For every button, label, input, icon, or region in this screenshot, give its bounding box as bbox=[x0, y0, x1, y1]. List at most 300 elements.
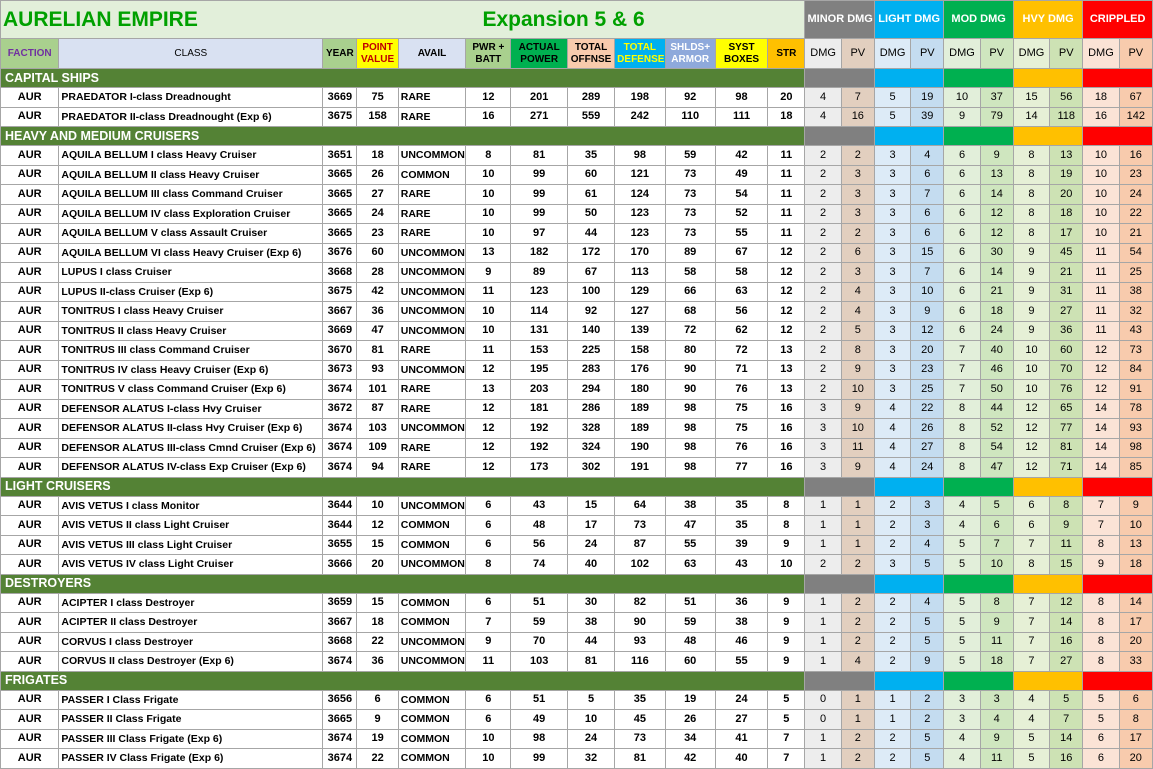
cell-minor-dmg: 1 bbox=[805, 535, 841, 555]
cell-crippled-pv: 43 bbox=[1119, 321, 1152, 341]
cell-mod-pv: 47 bbox=[980, 458, 1013, 478]
cell-minor-dmg: 2 bbox=[805, 282, 841, 302]
cell-shlds-armor: 90 bbox=[665, 360, 715, 380]
table-row bbox=[1, 185, 1153, 205]
cell-mod-pv: 9 bbox=[980, 613, 1013, 633]
cell-pwr-batt: 6 bbox=[466, 535, 511, 555]
cell-total-offense: 286 bbox=[567, 399, 614, 419]
cell-class: DEFENSOR ALATUS I-class Hvy Cruiser bbox=[59, 399, 323, 419]
cell-shlds-armor: 55 bbox=[665, 535, 715, 555]
cell-point-value: 18 bbox=[357, 146, 398, 166]
cell-class: DEFENSOR ALATUS II-class Hvy Cruiser (Exp 6) bbox=[59, 419, 323, 439]
cell-mod-pv: 18 bbox=[980, 652, 1013, 672]
cell-mod-pv: 46 bbox=[980, 360, 1013, 380]
cell-crippled-dmg: 11 bbox=[1083, 321, 1119, 341]
cell-mod-pv: 9 bbox=[980, 146, 1013, 166]
cell-pwr-batt: 10 bbox=[466, 302, 511, 322]
cell-hvy-pv: 70 bbox=[1050, 360, 1083, 380]
table-row bbox=[1, 729, 1153, 749]
cell-str: 11 bbox=[768, 224, 805, 244]
cell-crippled-dmg: 8 bbox=[1083, 613, 1119, 633]
cell-hvy-pv: 13 bbox=[1050, 146, 1083, 166]
cell-light-pv: 4 bbox=[911, 535, 944, 555]
cell-shlds-armor: 73 bbox=[665, 185, 715, 205]
cell-syst-boxes: 62 bbox=[715, 321, 767, 341]
cell-minor-pv: 2 bbox=[841, 729, 874, 749]
cell-year: 3666 bbox=[323, 555, 357, 575]
cell-minor-pv: 1 bbox=[841, 710, 874, 730]
cell-point-value: 109 bbox=[357, 438, 398, 458]
cell-light-pv: 3 bbox=[911, 496, 944, 516]
cell-mod-pv: 21 bbox=[980, 282, 1013, 302]
cell-faction: AUR bbox=[1, 185, 59, 205]
cell-mod-pv: 14 bbox=[980, 185, 1013, 205]
group-crippled: CRIPPLED bbox=[1083, 1, 1153, 39]
cell-avail: RARE bbox=[398, 341, 465, 361]
cell-year: 3665 bbox=[323, 204, 357, 224]
section-header bbox=[1, 69, 1153, 88]
cell-light-dmg: 3 bbox=[874, 204, 910, 224]
cell-hvy-pv: 19 bbox=[1050, 165, 1083, 185]
cell-actual-power: 99 bbox=[511, 185, 567, 205]
cell-total-offense: 289 bbox=[567, 88, 614, 108]
col-total-defense: TOTAL DEFENSE bbox=[615, 39, 665, 69]
cell-crippled-dmg: 8 bbox=[1083, 652, 1119, 672]
cell-mod-pv: 11 bbox=[980, 749, 1013, 769]
cell-shlds-armor: 68 bbox=[665, 302, 715, 322]
cell-hvy-dmg: 6 bbox=[1013, 496, 1049, 516]
cell-crippled-dmg: 11 bbox=[1083, 263, 1119, 283]
cell-hvy-pv: 9 bbox=[1050, 516, 1083, 536]
cell-hvy-pv: 20 bbox=[1050, 185, 1083, 205]
section-color-band bbox=[944, 127, 1013, 146]
cell-faction: AUR bbox=[1, 516, 59, 536]
cell-actual-power: 51 bbox=[511, 593, 567, 613]
cell-class: PASSER II Class Frigate bbox=[59, 710, 323, 730]
cell-faction: AUR bbox=[1, 341, 59, 361]
cell-mod-pv: 3 bbox=[980, 690, 1013, 710]
cell-total-defense: 73 bbox=[615, 516, 665, 536]
cell-light-pv: 23 bbox=[911, 360, 944, 380]
cell-crippled-pv: 13 bbox=[1119, 535, 1152, 555]
cell-avail: UNCOMMON bbox=[398, 263, 465, 283]
cell-syst-boxes: 77 bbox=[715, 458, 767, 478]
cell-mod-pv: 79 bbox=[980, 107, 1013, 127]
cell-mod-dmg: 9 bbox=[944, 107, 980, 127]
cell-point-value: 101 bbox=[357, 380, 398, 400]
cell-actual-power: 56 bbox=[511, 535, 567, 555]
cell-total-offense: 172 bbox=[567, 243, 614, 263]
cell-class: DEFENSOR ALATUS III-class Cmnd Cruiser (Exp 6) bbox=[59, 438, 323, 458]
cell-point-value: 93 bbox=[357, 360, 398, 380]
cell-shlds-armor: 80 bbox=[665, 341, 715, 361]
col-syst-boxes: SYST BOXES bbox=[715, 39, 767, 69]
table-row bbox=[1, 341, 1153, 361]
cell-hvy-pv: 7 bbox=[1050, 710, 1083, 730]
cell-mod-dmg: 6 bbox=[944, 263, 980, 283]
cell-syst-boxes: 111 bbox=[715, 107, 767, 127]
cell-total-defense: 64 bbox=[615, 496, 665, 516]
cell-class: AVIS VETUS IV class Light Cruiser bbox=[59, 555, 323, 575]
cell-total-defense: 190 bbox=[615, 438, 665, 458]
cell-crippled-dmg: 14 bbox=[1083, 399, 1119, 419]
table-row bbox=[1, 555, 1153, 575]
cell-hvy-pv: 27 bbox=[1050, 652, 1083, 672]
cell-crippled-pv: 22 bbox=[1119, 204, 1152, 224]
cell-year: 3674 bbox=[323, 419, 357, 439]
col-mod-pv: PV bbox=[980, 39, 1013, 69]
cell-crippled-dmg: 16 bbox=[1083, 107, 1119, 127]
cell-str: 7 bbox=[768, 749, 805, 769]
cell-light-pv: 15 bbox=[911, 243, 944, 263]
page-title: AURELIAN EMPIRE bbox=[1, 1, 323, 39]
section-color-band bbox=[805, 69, 874, 88]
cell-total-offense: 324 bbox=[567, 438, 614, 458]
cell-actual-power: 182 bbox=[511, 243, 567, 263]
cell-shlds-armor: 47 bbox=[665, 516, 715, 536]
cell-syst-boxes: 75 bbox=[715, 419, 767, 439]
table-row bbox=[1, 243, 1153, 263]
table-row bbox=[1, 399, 1153, 419]
cell-str: 5 bbox=[768, 690, 805, 710]
cell-minor-dmg: 2 bbox=[805, 302, 841, 322]
cell-mod-pv: 12 bbox=[980, 224, 1013, 244]
cell-str: 11 bbox=[768, 165, 805, 185]
cell-minor-dmg: 2 bbox=[805, 555, 841, 575]
cell-class: AQUILA BELLUM V class Assault Cruiser bbox=[59, 224, 323, 244]
cell-syst-boxes: 75 bbox=[715, 399, 767, 419]
cell-faction: AUR bbox=[1, 535, 59, 555]
table-row bbox=[1, 360, 1153, 380]
cell-str: 12 bbox=[768, 282, 805, 302]
cell-total-defense: 124 bbox=[615, 185, 665, 205]
cell-actual-power: 131 bbox=[511, 321, 567, 341]
cell-light-pv: 7 bbox=[911, 185, 944, 205]
cell-minor-dmg: 0 bbox=[805, 710, 841, 730]
cell-mod-dmg: 3 bbox=[944, 690, 980, 710]
cell-hvy-pv: 21 bbox=[1050, 263, 1083, 283]
cell-mod-dmg: 5 bbox=[944, 535, 980, 555]
cell-light-pv: 12 bbox=[911, 321, 944, 341]
cell-pwr-batt: 10 bbox=[466, 224, 511, 244]
cell-light-pv: 24 bbox=[911, 458, 944, 478]
cell-point-value: 36 bbox=[357, 652, 398, 672]
cell-year: 3667 bbox=[323, 613, 357, 633]
cell-year: 3667 bbox=[323, 302, 357, 322]
col-crippled-dmg: DMG bbox=[1083, 39, 1119, 69]
cell-avail: UNCOMMON bbox=[398, 555, 465, 575]
section-color-band bbox=[874, 574, 943, 593]
cell-year: 3674 bbox=[323, 458, 357, 478]
cell-str: 11 bbox=[768, 204, 805, 224]
cell-minor-pv: 7 bbox=[841, 88, 874, 108]
cell-hvy-dmg: 7 bbox=[1013, 652, 1049, 672]
section-title: FRIGATES bbox=[1, 671, 805, 690]
cell-point-value: 24 bbox=[357, 204, 398, 224]
cell-point-value: 18 bbox=[357, 613, 398, 633]
cell-crippled-dmg: 8 bbox=[1083, 632, 1119, 652]
cell-hvy-dmg: 5 bbox=[1013, 729, 1049, 749]
cell-crippled-pv: 8 bbox=[1119, 710, 1152, 730]
cell-class: PASSER IV Class Frigate (Exp 6) bbox=[59, 749, 323, 769]
section-color-band bbox=[1013, 69, 1082, 88]
cell-year: 3675 bbox=[323, 282, 357, 302]
cell-point-value: 94 bbox=[357, 458, 398, 478]
cell-pwr-batt: 10 bbox=[466, 185, 511, 205]
cell-avail: UNCOMMON bbox=[398, 302, 465, 322]
cell-light-pv: 2 bbox=[911, 710, 944, 730]
cell-point-value: 20 bbox=[357, 555, 398, 575]
cell-crippled-pv: 14 bbox=[1119, 593, 1152, 613]
cell-avail: COMMON bbox=[398, 593, 465, 613]
cell-light-pv: 4 bbox=[911, 593, 944, 613]
cell-total-defense: 198 bbox=[615, 88, 665, 108]
table-row bbox=[1, 516, 1153, 536]
col-minor-dmg: DMG bbox=[805, 39, 841, 69]
cell-light-dmg: 3 bbox=[874, 360, 910, 380]
cell-hvy-dmg: 4 bbox=[1013, 690, 1049, 710]
cell-minor-dmg: 2 bbox=[805, 146, 841, 166]
cell-mod-pv: 54 bbox=[980, 438, 1013, 458]
cell-syst-boxes: 46 bbox=[715, 632, 767, 652]
cell-minor-pv: 5 bbox=[841, 321, 874, 341]
cell-hvy-dmg: 12 bbox=[1013, 458, 1049, 478]
cell-actual-power: 173 bbox=[511, 458, 567, 478]
cell-light-pv: 5 bbox=[911, 555, 944, 575]
cell-shlds-armor: 19 bbox=[665, 690, 715, 710]
cell-class: PASSER III Class Frigate (Exp 6) bbox=[59, 729, 323, 749]
cell-shlds-armor: 48 bbox=[665, 632, 715, 652]
cell-minor-dmg: 2 bbox=[805, 165, 841, 185]
cell-pwr-batt: 12 bbox=[466, 458, 511, 478]
cell-minor-pv: 1 bbox=[841, 496, 874, 516]
cell-minor-dmg: 2 bbox=[805, 360, 841, 380]
cell-total-defense: 121 bbox=[615, 165, 665, 185]
cell-point-value: 75 bbox=[357, 88, 398, 108]
cell-faction: AUR bbox=[1, 380, 59, 400]
cell-hvy-pv: 76 bbox=[1050, 380, 1083, 400]
cell-str: 20 bbox=[768, 88, 805, 108]
cell-actual-power: 123 bbox=[511, 282, 567, 302]
cell-mod-pv: 30 bbox=[980, 243, 1013, 263]
cell-minor-dmg: 2 bbox=[805, 321, 841, 341]
cell-actual-power: 192 bbox=[511, 438, 567, 458]
cell-str: 16 bbox=[768, 458, 805, 478]
cell-light-dmg: 1 bbox=[874, 710, 910, 730]
cell-hvy-pv: 27 bbox=[1050, 302, 1083, 322]
cell-mod-pv: 14 bbox=[980, 263, 1013, 283]
cell-faction: AUR bbox=[1, 263, 59, 283]
cell-total-offense: 302 bbox=[567, 458, 614, 478]
cell-str: 9 bbox=[768, 632, 805, 652]
cell-faction: AUR bbox=[1, 360, 59, 380]
cell-point-value: 15 bbox=[357, 535, 398, 555]
section-color-band bbox=[805, 574, 874, 593]
cell-crippled-pv: 23 bbox=[1119, 165, 1152, 185]
cell-hvy-dmg: 10 bbox=[1013, 380, 1049, 400]
cell-syst-boxes: 55 bbox=[715, 652, 767, 672]
section-color-band bbox=[1013, 574, 1082, 593]
cell-str: 8 bbox=[768, 516, 805, 536]
cell-total-offense: 92 bbox=[567, 302, 614, 322]
cell-year: 3673 bbox=[323, 360, 357, 380]
cell-syst-boxes: 72 bbox=[715, 341, 767, 361]
table-row bbox=[1, 380, 1153, 400]
cell-crippled-dmg: 5 bbox=[1083, 690, 1119, 710]
cell-class: ACIPTER I class Destroyer bbox=[59, 593, 323, 613]
cell-minor-dmg: 2 bbox=[805, 263, 841, 283]
cell-light-dmg: 2 bbox=[874, 593, 910, 613]
cell-mod-dmg: 6 bbox=[944, 165, 980, 185]
cell-mod-dmg: 5 bbox=[944, 555, 980, 575]
cell-light-pv: 25 bbox=[911, 380, 944, 400]
cell-mod-pv: 10 bbox=[980, 555, 1013, 575]
cell-crippled-pv: 73 bbox=[1119, 341, 1152, 361]
cell-year: 3674 bbox=[323, 749, 357, 769]
table-row bbox=[1, 593, 1153, 613]
cell-pwr-batt: 12 bbox=[466, 419, 511, 439]
cell-mod-pv: 40 bbox=[980, 341, 1013, 361]
cell-pwr-batt: 10 bbox=[466, 321, 511, 341]
cell-minor-pv: 10 bbox=[841, 380, 874, 400]
cell-year: 3644 bbox=[323, 516, 357, 536]
cell-mod-dmg: 5 bbox=[944, 632, 980, 652]
cell-syst-boxes: 42 bbox=[715, 146, 767, 166]
cell-hvy-pv: 45 bbox=[1050, 243, 1083, 263]
table-row bbox=[1, 302, 1153, 322]
section-color-band bbox=[805, 127, 874, 146]
cell-syst-boxes: 67 bbox=[715, 243, 767, 263]
cell-crippled-dmg: 18 bbox=[1083, 88, 1119, 108]
cell-crippled-pv: 85 bbox=[1119, 458, 1152, 478]
cell-crippled-pv: 78 bbox=[1119, 399, 1152, 419]
cell-minor-pv: 2 bbox=[841, 632, 874, 652]
section-color-band bbox=[944, 69, 1013, 88]
cell-crippled-pv: 16 bbox=[1119, 146, 1152, 166]
cell-total-defense: 170 bbox=[615, 243, 665, 263]
col-avail: AVAIL bbox=[398, 39, 465, 69]
cell-actual-power: 51 bbox=[511, 690, 567, 710]
cell-crippled-dmg: 11 bbox=[1083, 302, 1119, 322]
cell-minor-dmg: 2 bbox=[805, 380, 841, 400]
cell-mod-dmg: 8 bbox=[944, 438, 980, 458]
cell-hvy-dmg: 9 bbox=[1013, 243, 1049, 263]
cell-total-defense: 129 bbox=[615, 282, 665, 302]
cell-crippled-pv: 10 bbox=[1119, 516, 1152, 536]
cell-total-defense: 180 bbox=[615, 380, 665, 400]
cell-str: 7 bbox=[768, 729, 805, 749]
cell-crippled-dmg: 14 bbox=[1083, 419, 1119, 439]
cell-mod-pv: 7 bbox=[980, 535, 1013, 555]
cell-actual-power: 70 bbox=[511, 632, 567, 652]
cell-light-pv: 7 bbox=[911, 263, 944, 283]
cell-year: 3674 bbox=[323, 438, 357, 458]
cell-hvy-pv: 36 bbox=[1050, 321, 1083, 341]
cell-str: 13 bbox=[768, 360, 805, 380]
cell-avail: UNCOMMON bbox=[398, 321, 465, 341]
expansion-label: Expansion 5 & 6 bbox=[323, 1, 805, 39]
cell-point-value: 23 bbox=[357, 224, 398, 244]
cell-minor-dmg: 0 bbox=[805, 690, 841, 710]
cell-mod-pv: 37 bbox=[980, 88, 1013, 108]
section-color-band bbox=[1083, 477, 1153, 496]
cell-light-dmg: 5 bbox=[874, 107, 910, 127]
cell-crippled-pv: 33 bbox=[1119, 652, 1152, 672]
cell-hvy-dmg: 8 bbox=[1013, 146, 1049, 166]
table-row bbox=[1, 496, 1153, 516]
cell-light-dmg: 3 bbox=[874, 243, 910, 263]
cell-minor-pv: 9 bbox=[841, 360, 874, 380]
cell-syst-boxes: 56 bbox=[715, 302, 767, 322]
cell-faction: AUR bbox=[1, 749, 59, 769]
table-row bbox=[1, 535, 1153, 555]
cell-year: 3665 bbox=[323, 165, 357, 185]
cell-total-defense: 113 bbox=[615, 263, 665, 283]
section-header bbox=[1, 477, 1153, 496]
cell-total-defense: 123 bbox=[615, 224, 665, 244]
cell-crippled-dmg: 10 bbox=[1083, 204, 1119, 224]
cell-hvy-dmg: 14 bbox=[1013, 107, 1049, 127]
cell-minor-pv: 4 bbox=[841, 302, 874, 322]
cell-total-offense: 15 bbox=[567, 496, 614, 516]
cell-syst-boxes: 38 bbox=[715, 613, 767, 633]
cell-actual-power: 81 bbox=[511, 146, 567, 166]
cell-point-value: 9 bbox=[357, 710, 398, 730]
cell-year: 3674 bbox=[323, 652, 357, 672]
cell-crippled-dmg: 6 bbox=[1083, 749, 1119, 769]
cell-light-dmg: 3 bbox=[874, 185, 910, 205]
cell-faction: AUR bbox=[1, 282, 59, 302]
cell-minor-dmg: 1 bbox=[805, 516, 841, 536]
cell-pwr-batt: 11 bbox=[466, 341, 511, 361]
cell-avail: COMMON bbox=[398, 690, 465, 710]
cell-mod-dmg: 7 bbox=[944, 341, 980, 361]
cell-crippled-pv: 84 bbox=[1119, 360, 1152, 380]
cell-year: 3665 bbox=[323, 710, 357, 730]
cell-pwr-batt: 9 bbox=[466, 632, 511, 652]
section-color-band bbox=[1083, 69, 1153, 88]
cell-hvy-pv: 60 bbox=[1050, 341, 1083, 361]
cell-avail: RARE bbox=[398, 399, 465, 419]
cell-light-dmg: 4 bbox=[874, 458, 910, 478]
cell-avail: UNCOMMON bbox=[398, 243, 465, 263]
section-title: DESTROYERS bbox=[1, 574, 805, 593]
cell-class: ACIPTER II class Destroyer bbox=[59, 613, 323, 633]
cell-syst-boxes: 24 bbox=[715, 690, 767, 710]
cell-year: 3668 bbox=[323, 263, 357, 283]
cell-total-offense: 283 bbox=[567, 360, 614, 380]
cell-mod-dmg: 8 bbox=[944, 419, 980, 439]
cell-str: 16 bbox=[768, 438, 805, 458]
cell-mod-pv: 24 bbox=[980, 321, 1013, 341]
cell-minor-pv: 10 bbox=[841, 419, 874, 439]
cell-crippled-dmg: 10 bbox=[1083, 165, 1119, 185]
cell-crippled-dmg: 8 bbox=[1083, 535, 1119, 555]
cell-total-defense: 242 bbox=[615, 107, 665, 127]
cell-shlds-armor: 98 bbox=[665, 419, 715, 439]
cell-year: 3674 bbox=[323, 380, 357, 400]
cell-crippled-pv: 54 bbox=[1119, 243, 1152, 263]
cell-total-offense: 44 bbox=[567, 632, 614, 652]
cell-avail: UNCOMMON bbox=[398, 632, 465, 652]
cell-hvy-pv: 118 bbox=[1050, 107, 1083, 127]
cell-mod-dmg: 6 bbox=[944, 282, 980, 302]
cell-total-offense: 40 bbox=[567, 555, 614, 575]
cell-crippled-dmg: 10 bbox=[1083, 185, 1119, 205]
cell-actual-power: 181 bbox=[511, 399, 567, 419]
cell-crippled-dmg: 8 bbox=[1083, 593, 1119, 613]
cell-syst-boxes: 35 bbox=[715, 496, 767, 516]
